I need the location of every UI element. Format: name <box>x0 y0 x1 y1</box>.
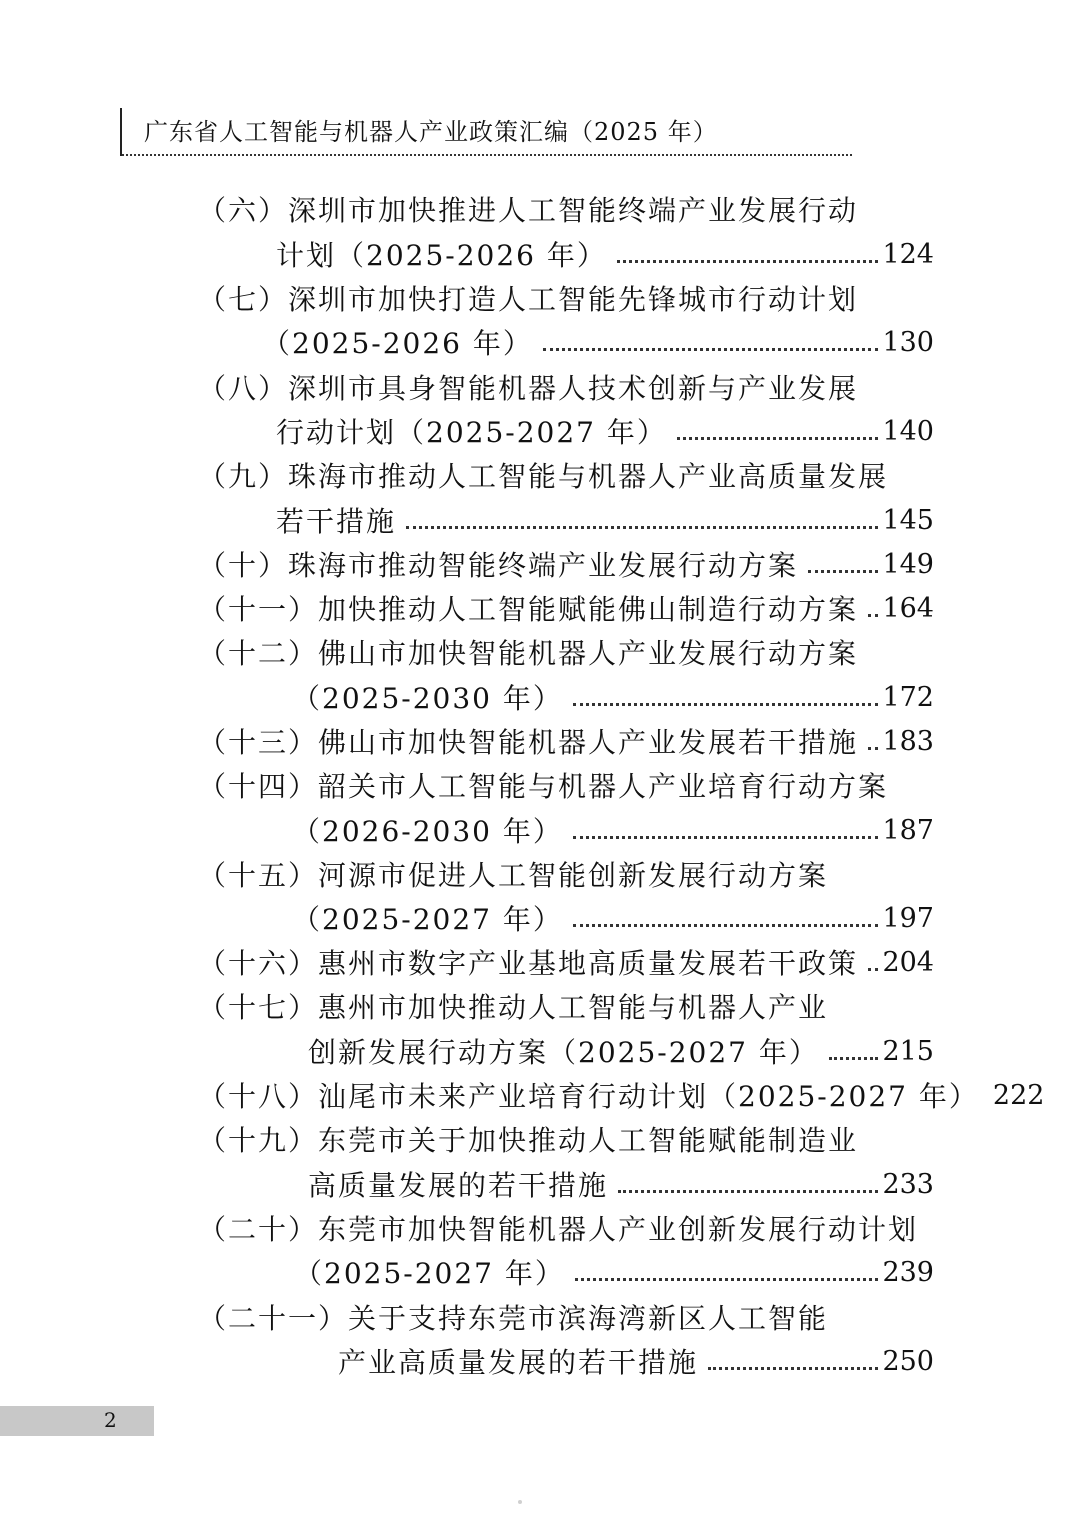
toc-entry-title: 产业高质量发展的若干措施 <box>338 1346 699 1379</box>
toc-entry-20-cont[interactable] <box>294 1252 934 1292</box>
toc-entry-8[interactable] <box>198 367 934 407</box>
toc-entry-number: （十三） <box>198 726 319 759</box>
page-number: 2 <box>104 1408 117 1432</box>
toc-entry-16[interactable] <box>198 942 934 982</box>
toc-entry-14-cont[interactable] <box>292 810 934 850</box>
toc-page-number: 250 <box>882 1345 934 1377</box>
dot-leader <box>575 1278 879 1281</box>
toc-entry-10[interactable] <box>198 544 934 584</box>
toc-entry-12-cont[interactable] <box>292 677 934 717</box>
toc-entry-title: （2025-2027 年） <box>292 903 563 936</box>
toc-entry-number: （十九） <box>198 1124 319 1157</box>
toc-entry-7[interactable] <box>198 278 934 318</box>
toc-entry-number: （七） <box>198 283 289 316</box>
toc-entry-number: （十七） <box>198 991 319 1024</box>
toc-entry-title: 深圳市加快推进人工智能终端产业发展行动 <box>288 194 859 227</box>
toc-page-number: 239 <box>882 1256 934 1288</box>
toc-entry-title: 创新发展行动方案（2025-2027 年） <box>308 1036 819 1069</box>
toc-entry-title: 珠海市推动智能终端产业发展行动方案 <box>288 549 799 582</box>
toc-page-number: 222 <box>992 1079 1045 1111</box>
toc-entry-20[interactable] <box>198 1208 934 1248</box>
toc-page-number: 145 <box>882 504 934 536</box>
toc-entry-number: （十二） <box>198 637 319 670</box>
toc-page-number: 187 <box>882 814 934 846</box>
toc-entry-title: 东莞市加快智能机器人产业创新发展行动计划 <box>318 1213 919 1246</box>
dot-leader <box>868 614 878 617</box>
toc-entry-title: 行动计划（2025-2027 年） <box>276 416 667 449</box>
toc-page-number: 164 <box>882 592 934 624</box>
toc-entry-title: 汕尾市未来产业培育行动计划（2025-2027 年） <box>318 1080 979 1113</box>
toc-entry-19[interactable] <box>198 1119 934 1159</box>
toc-entry-17-cont[interactable] <box>308 1031 934 1071</box>
toc-entry-title: （2026-2030 年） <box>292 815 563 848</box>
toc-entry-number: （十一） <box>198 593 319 626</box>
toc-entry-number: （十） <box>198 549 289 582</box>
toc-entry-number: （二十一） <box>198 1302 349 1335</box>
dot-leader <box>868 747 878 750</box>
toc-page-number: 215 <box>882 1035 934 1067</box>
dot-leader <box>543 348 879 351</box>
toc-entry-8-cont[interactable] <box>276 411 934 451</box>
dot-leader <box>618 1190 878 1193</box>
toc-entry-13[interactable] <box>198 721 934 761</box>
toc-entry-title: 珠海市推动人工智能与机器人产业高质量发展 <box>288 460 889 493</box>
dot-leader <box>808 570 878 573</box>
toc-entry-number: （二十） <box>198 1213 319 1246</box>
dot-leader <box>677 437 879 440</box>
toc-entry-15[interactable] <box>198 854 934 894</box>
toc-entry-6[interactable] <box>198 189 934 229</box>
toc-entry-14[interactable] <box>198 765 934 805</box>
dot-leader <box>406 526 878 529</box>
toc-entry-number: （十五） <box>198 859 319 892</box>
toc-page-number: 233 <box>882 1168 934 1200</box>
header-title: 广东省人工智能与机器人产业政策汇编（2025 年） <box>144 118 718 146</box>
toc-entry-19-cont[interactable] <box>308 1164 934 1204</box>
toc-page-number: 183 <box>882 725 934 757</box>
toc-entry-12[interactable] <box>198 632 934 672</box>
toc-entry-number: （十四） <box>198 770 319 803</box>
toc-entry-title: 佛山市加快智能机器人产业发展若干措施 <box>318 726 859 759</box>
dot-leader <box>617 260 879 263</box>
toc-entry-number: （八） <box>198 372 289 405</box>
toc-entry-title: 韶关市人工智能与机器人产业培育行动方案 <box>318 770 889 803</box>
toc-entry-number: （十八） <box>198 1080 319 1113</box>
toc-page-number: 140 <box>882 415 934 447</box>
dot-leader <box>829 1057 879 1060</box>
scan-dot <box>518 1500 522 1504</box>
toc-entry-title: 高质量发展的若干措施 <box>308 1169 609 1202</box>
toc-page-number: 172 <box>882 681 934 713</box>
toc-entry-title: 加快推动人工智能赋能佛山制造行动方案 <box>318 593 859 626</box>
toc-entry-title: 惠州市加快推动人工智能与机器人产业 <box>318 991 829 1024</box>
toc-entry-21[interactable] <box>198 1297 934 1337</box>
toc-entry-title: 河源市促进人工智能创新发展行动方案 <box>318 859 829 892</box>
toc-entry-title: 若干措施 <box>276 505 397 538</box>
toc-entry-number: （九） <box>198 460 289 493</box>
toc-entry-title: 东莞市关于加快推动人工智能赋能制造业 <box>318 1124 859 1157</box>
toc-entry-title: （2025-2027 年） <box>294 1257 565 1290</box>
toc-page-number: 149 <box>882 548 934 580</box>
toc-entry-title: 计划（2025-2026 年） <box>276 239 607 272</box>
dot-leader <box>868 968 878 971</box>
toc-page-number: 197 <box>882 902 934 934</box>
toc-entry-17[interactable] <box>198 986 934 1026</box>
toc-entry-11[interactable] <box>198 588 934 628</box>
dot-leader <box>708 1367 878 1370</box>
running-header <box>120 108 852 156</box>
toc-entry-title: 关于支持东莞市滨海湾新区人工智能 <box>348 1302 829 1335</box>
toc-entry-title: 佛山市加快智能机器人产业发展行动方案 <box>318 637 859 670</box>
toc-entry-6-cont[interactable] <box>276 234 934 274</box>
toc-page-number: 130 <box>882 326 934 358</box>
toc-entry-9-cont[interactable] <box>276 500 934 540</box>
toc-entry-number: （六） <box>198 194 289 227</box>
toc-entry-title: 深圳市加快打造人工智能先锋城市行动计划 <box>288 283 859 316</box>
toc-entry-21-cont[interactable] <box>338 1341 934 1381</box>
toc-page-number: 204 <box>882 946 934 978</box>
header-dotted-rule <box>122 154 852 156</box>
toc-entry-7-cont[interactable] <box>262 322 934 362</box>
toc-entry-title: （2025-2026 年） <box>262 327 533 360</box>
toc-entry-9[interactable] <box>198 455 934 495</box>
toc-page-number: 124 <box>882 238 934 270</box>
toc-entry-title: 深圳市具身智能机器人技术创新与产业发展 <box>288 372 859 405</box>
dot-leader <box>573 703 879 706</box>
toc-entry-title: （2025-2030 年） <box>292 682 563 715</box>
toc-entry-title: 惠州市数字产业基地高质量发展若干政策 <box>318 947 859 980</box>
toc-entry-15-cont[interactable] <box>292 898 934 938</box>
dot-leader <box>573 924 879 927</box>
toc-entry-18[interactable] <box>198 1075 1045 1115</box>
dot-leader <box>573 836 879 839</box>
toc-entry-number: （十六） <box>198 947 319 980</box>
page-number-tab <box>0 1406 154 1436</box>
